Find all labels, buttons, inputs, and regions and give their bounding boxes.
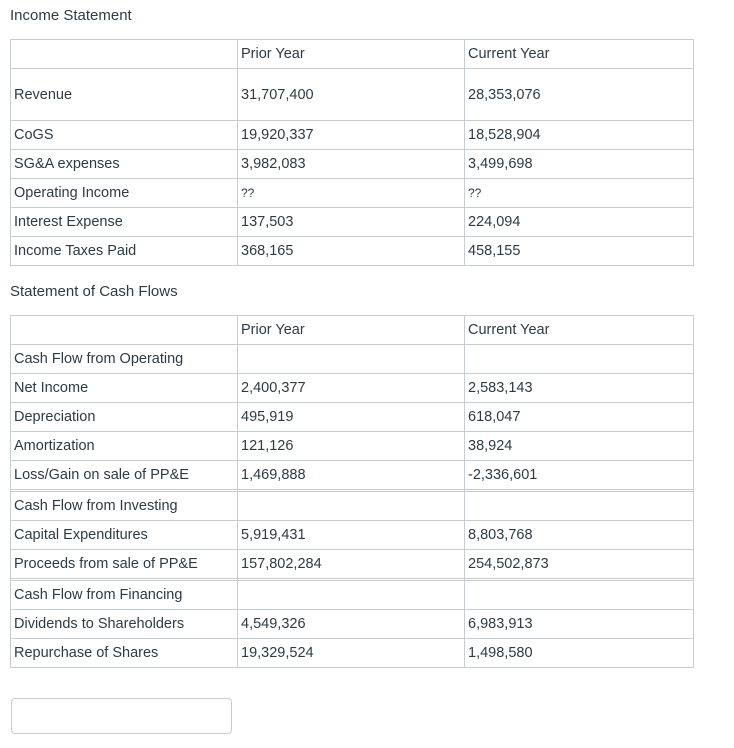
row-label: Operating Income (11, 179, 238, 208)
table-row (11, 403, 694, 432)
current-year-value: 224,094 (465, 208, 694, 237)
empty-cell (238, 492, 465, 521)
prior-year-value: 2,400,377 (238, 374, 465, 403)
header-cell-current-year: Current Year (465, 40, 694, 69)
row-label: Repurchase of Shares (11, 639, 238, 668)
table-row (11, 550, 694, 579)
section-label: Cash Flow from Financing (11, 581, 238, 610)
current-year-value: 3,499,698 (465, 150, 694, 179)
header-cell-current-year: Current Year (465, 316, 694, 345)
current-year-value: 2,583,143 (465, 374, 694, 403)
table-row (11, 461, 694, 490)
table-row (11, 179, 694, 208)
empty-cell (238, 345, 465, 374)
prior-year-value: 19,920,337 (238, 121, 465, 150)
prior-year-value: 121,126 (238, 432, 465, 461)
prior-year-value: 19,329,524 (238, 639, 465, 668)
income-statement-title: Income Statement (10, 7, 132, 24)
empty-cell (465, 581, 694, 610)
current-year-value: ?? (465, 179, 694, 208)
empty-cell (465, 492, 694, 521)
row-label: Proceeds from sale of PP&E (11, 550, 238, 579)
row-label: Net Income (11, 374, 238, 403)
prior-year-value: ?? (238, 179, 465, 208)
prior-year-value: 3,982,083 (238, 150, 465, 179)
row-label: Depreciation (11, 403, 238, 432)
section-label: Cash Flow from Investing (11, 492, 238, 521)
section-row-operating (11, 345, 694, 374)
header-cell-prior-year: Prior Year (238, 316, 465, 345)
row-label: Dividends to Shareholders (11, 610, 238, 639)
empty-cell (465, 345, 694, 374)
row-label: Amortization (11, 432, 238, 461)
section-label: Cash Flow from Operating (11, 345, 238, 374)
table-row-revenue (11, 69, 694, 121)
row-label: SG&A expenses (11, 150, 238, 179)
header-cell-prior-year: Prior Year (238, 40, 465, 69)
prior-year-value: 31,707,400 (238, 69, 465, 121)
income-statement-table (10, 39, 694, 266)
row-label: CoGS (11, 121, 238, 150)
current-year-value: 6,983,913 (465, 610, 694, 639)
empty-cell (238, 581, 465, 610)
current-year-value: 28,353,076 (465, 69, 694, 121)
table-row (11, 150, 694, 179)
header-cell-label (11, 316, 238, 345)
prior-year-value: 1,469,888 (238, 461, 465, 490)
table-row (11, 432, 694, 461)
section-row-financing (11, 581, 694, 610)
prior-year-value: 368,165 (238, 237, 465, 266)
current-year-value: 458,155 (465, 237, 694, 266)
current-year-value: 618,047 (465, 403, 694, 432)
current-year-value: 38,924 (465, 432, 694, 461)
header-cell-label (11, 40, 238, 69)
section-row-investing (11, 492, 694, 521)
current-year-value: -2,336,601 (465, 461, 694, 490)
current-year-value: 1,498,580 (465, 639, 694, 668)
table-header-row (11, 316, 694, 345)
cash-flows-title: Statement of Cash Flows (10, 283, 178, 300)
table-row (11, 610, 694, 639)
table-row (11, 208, 694, 237)
row-label: Capital Expenditures (11, 521, 238, 550)
table-header-row (11, 40, 694, 69)
row-label: Interest Expense (11, 208, 238, 237)
prior-year-value: 4,549,326 (238, 610, 465, 639)
row-label: Revenue (11, 69, 238, 121)
cash-flows-table (10, 315, 694, 668)
row-label: Income Taxes Paid (11, 237, 238, 266)
answer-input[interactable] (11, 698, 232, 734)
prior-year-value: 137,503 (238, 208, 465, 237)
current-year-value: 8,803,768 (465, 521, 694, 550)
current-year-value: 18,528,904 (465, 121, 694, 150)
table-row (11, 237, 694, 266)
row-label: Loss/Gain on sale of PP&E (11, 461, 238, 490)
current-year-value: 254,502,873 (465, 550, 694, 579)
table-row (11, 639, 694, 668)
table-row (11, 121, 694, 150)
table-row (11, 521, 694, 550)
table-row (11, 374, 694, 403)
prior-year-value: 5,919,431 (238, 521, 465, 550)
prior-year-value: 495,919 (238, 403, 465, 432)
prior-year-value: 157,802,284 (238, 550, 465, 579)
